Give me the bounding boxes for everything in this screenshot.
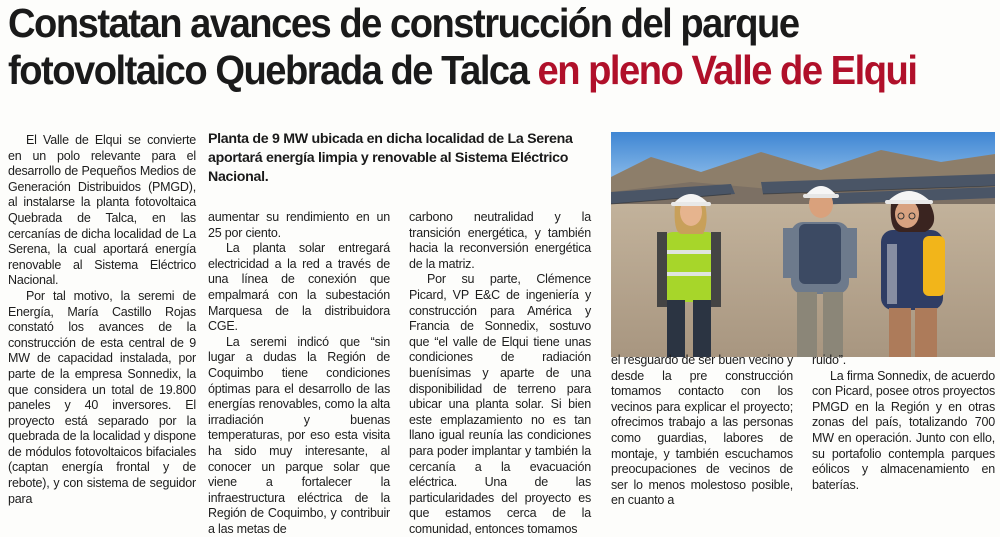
headline-line-2: fotovoltaico Quebrada de Talca bbox=[8, 47, 538, 93]
paragraph: La seremi indicó que “sin lugar a dudas la Región de Coquimbo tiene condiciones óptimas para el desarrollo de las energías renovables, como la alta irradiación y buenas temperaturas, por eso esta visita ha sido muy interesante, al conocer un parque solar que viene a fortalecer la infraestructura eléctrica de la Región de Coquimbo, y contribuir a las metas de bbox=[208, 334, 390, 536]
article-column-1 bbox=[8, 133, 196, 507]
headline-line-1: Constatan avances de construcción del parque bbox=[8, 0, 799, 46]
paragraph: Por su parte, Clémence Picard, VP E&C de ingeniería y construcción para América y Francia de Sonnedix, sostuvo que “el valle de Elqui tiene unas condiciones de radiación buenísimas y aparte de una disponibilidad de terreno para ubicar una planta solar. Si bien este emplazamiento no es tan llano igual reunía las condiciones para poder implantar y también la cercanía a la evacuación eléctrica. Una de las particularidades del proyecto es que estamos cerca de la comunidad, entonces tomamos bbox=[409, 272, 591, 536]
paragraph: el resguardo de ser buen vecino y desde la pre construcción tomamos contacto con los vecinos para explicar el proyecto; ofrecimos trabajo a las personas como guardias, labores de montaje, y también escuchamos preocupaciones de vecinos de ser lo menos molestoso posible, en cuanto a bbox=[611, 353, 793, 508]
paragraph: ruido”. bbox=[812, 353, 847, 367]
article-lead: Planta de 9 MW ubicada en dicha localidad de La Serena aportará energía limpia y renovable al Sistema Eléctrico Nacional. bbox=[208, 131, 573, 185]
photo-illustration bbox=[611, 132, 995, 357]
article-column-2 bbox=[208, 210, 390, 537]
paragraph: aumentar su rendimiento en un 25 por ciento. bbox=[208, 210, 390, 240]
headline bbox=[8, 0, 929, 94]
article-column-3 bbox=[409, 210, 591, 537]
paragraph: Por tal motivo, la seremi de Energía, María Castillo Rojas constató los avances de la construcción de esta central de 9 MW de capacidad instalada, por parte de la empresa Sonnedix, la que considera un total de 19.800 paneles y 40 inversores. El proyecto está separado por la quebrada de la localidad y dispone de módulos fotovoltaicos bifaciales (captan energía frontal y de rebote), y con sistema de seguidor para bbox=[8, 288, 196, 506]
article-column-4 bbox=[611, 353, 793, 509]
article-column-5 bbox=[812, 353, 995, 493]
paragraph: El Valle de Elqui se convierte en un polo relevante para el desarrollo de Pequeños Medios de Generación Distribuidos (PMGD), al instalarse la planta fotovoltaica Quebrada de Talca, en las cercanías de dicha localidad de La Serena, la cual aportará energía renovable al Sistema Eléctrico Nacional. bbox=[8, 133, 196, 288]
headline-highlight: en pleno Valle de Elqui bbox=[537, 47, 917, 93]
paragraph: carbono neutralidad y la transición energética, y también hacia la reconversión energética de la matriz. bbox=[409, 210, 591, 271]
paragraph: La firma Sonnedix, de acuerdo con Picard, posee otros proyectos PMGD en la Región y en otras zonas del país, totalizando 700 MW en operación. Junto con ello, su portafolio contempla parques eólicos y almacenamiento en baterías. bbox=[812, 368, 995, 492]
paragraph: La planta solar entregará electricidad a la red a través de una línea de conexión que empalmará con la subestación Marquesa de la distribuidora CGE. bbox=[208, 241, 390, 334]
article-photo bbox=[611, 132, 995, 357]
